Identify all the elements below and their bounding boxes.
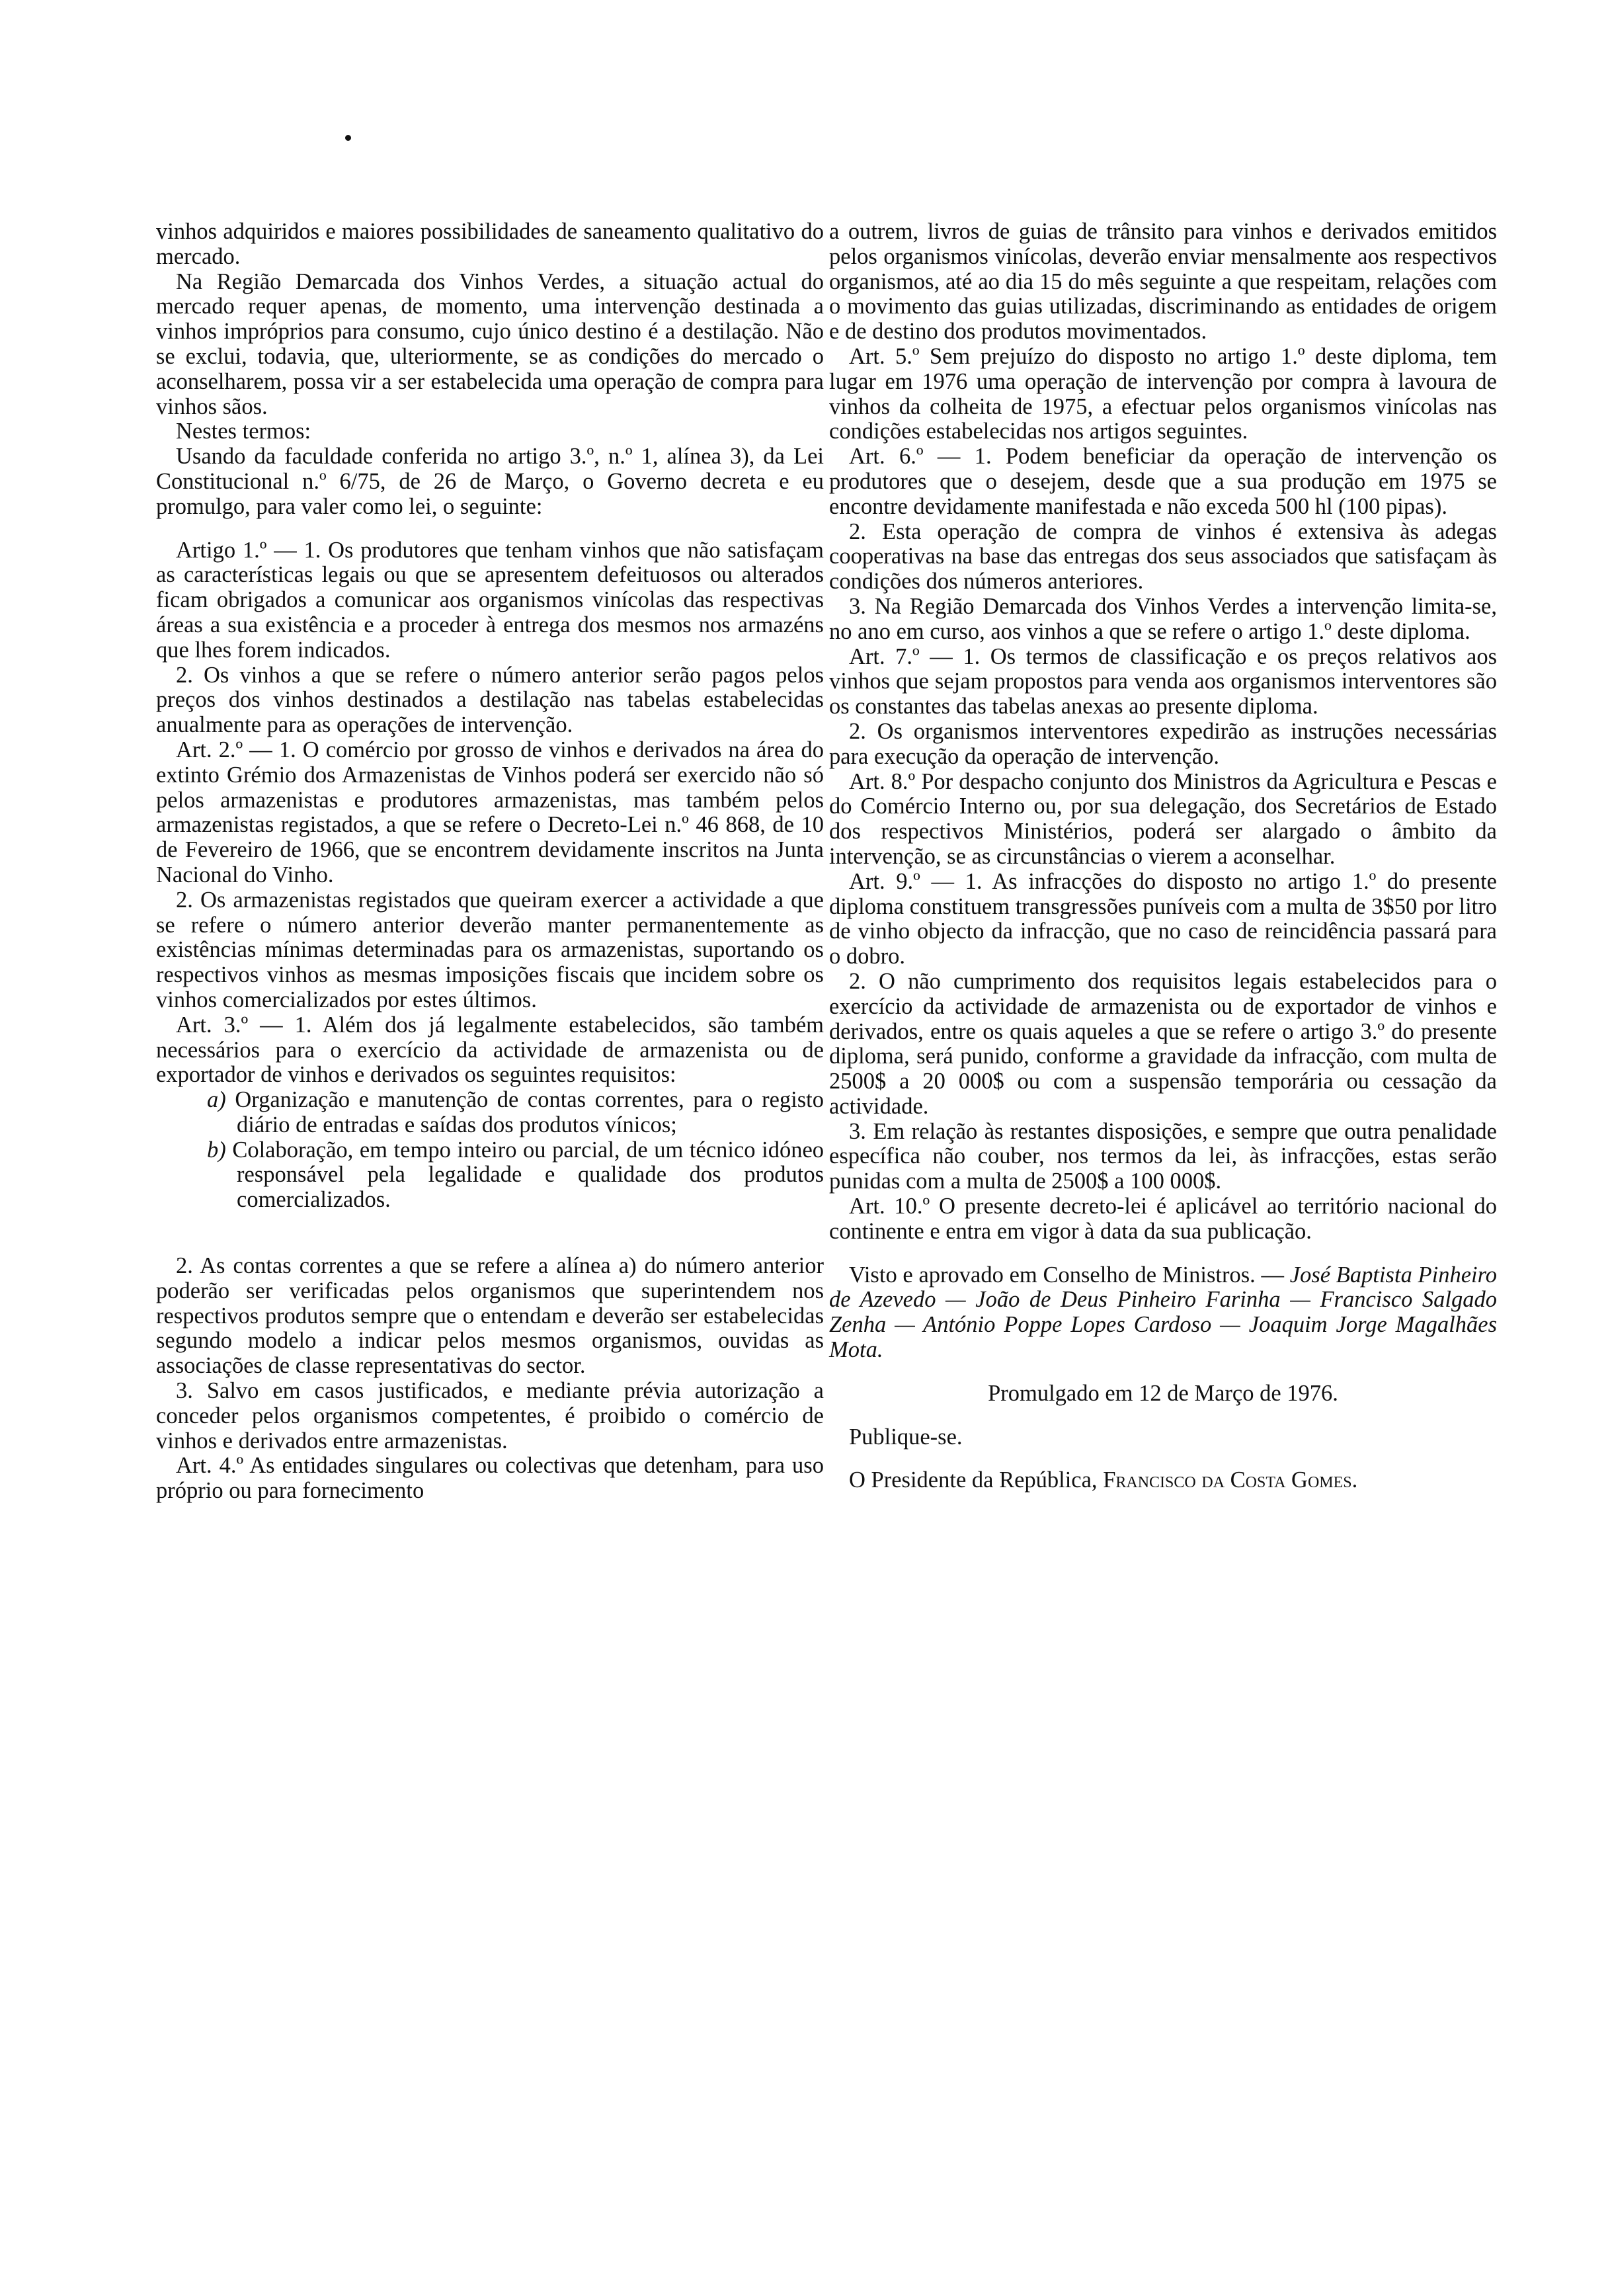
paragraph: 2. As contas correntes a que se refere a alínea a) do número anterior poderão ser verificadas pelos organismos que superintendem nos respectivos produtos sempre que o entendam e deverão ser estabelecidas segundo modelo a indicar pelos mesmos organismos, ouvidas as associações de classe representativas do sector. <box>156 1253 824 1379</box>
article-6: Art. 6.º — 1. Podem beneficiar da operação de intervenção os produtores que o desejem, desde que a sua produção em 1975 se encontre devidamente manifestada e não exceda 500 hl (100 pipas). <box>829 444 1497 519</box>
paragraph: 3. Salvo em casos justificados, e mediante prévia autorização a conceder pelos organismos competentes, é proibido o comércio de vinhos e derivados entre armazenistas. <box>156 1378 824 1454</box>
article-10: Art. 10.º O presente decreto-lei é aplicável ao território nacional do continente e entra em vigor à data da sua publicação. <box>829 1194 1497 1244</box>
alinea-letter: a) <box>207 1087 226 1113</box>
publication-order: Publique-se. <box>849 1424 963 1450</box>
paragraph: 2. Os vinhos a que se refere o número anterior serão pagos pelos preços dos vinhos destinados a destilação nas tabelas estabelecidas anualmente para as operações de intervenção. <box>156 662 824 738</box>
article-7: Art. 7.º — 1. Os termos de classificação e os preços relativos aos vinhos que sejam propostos para venda aos organismos interventores são os constantes das tabelas anexas ao presente diploma. <box>829 643 1497 719</box>
paragraph: Nestes termos: <box>176 419 311 444</box>
president-signature <box>829 1468 1497 1493</box>
approval-block <box>829 1263 1497 1363</box>
president-name: Francisco da Costa Gomes. <box>1103 1467 1358 1493</box>
president-title: O Presidente da República, <box>849 1467 1098 1493</box>
article-2: Art. 2.º — 1. O comércio por grosso de vinhos e derivados na área do extinto Grémio dos Armazenistas de Vinhos poderá ser exercido não só pelos armazenistas e produtores armazenistas, mas também pelos armazenistas registados, a que se refere o Decreto-Lei n.º 46 868, de 10 de Fevereiro de 1966, que se encontrem devidamente inscritos na Junta Nacional do Vinho. <box>156 737 824 887</box>
paragraph: 2. Os organismos interventores expedirão as instruções necessárias para execução da operação de intervenção. <box>829 718 1497 769</box>
alinea-a <box>156 1088 824 1138</box>
paragraph: 3. Na Região Demarcada dos Vinhos Verdes a intervenção limita-se, no ano em curso, aos vinhos a que se refere o artigo 1.º deste diploma. <box>829 593 1497 644</box>
alinea-b <box>156 1138 824 1213</box>
article-8: Art. 8.º Por despacho conjunto dos Ministros da Agricultura e Pescas e do Comércio Interno ou, por sua delegação, dos Secretários de Estado dos respectivos Ministérios, poderá ser alargado o âmbito da intervenção, se as circunstâncias o vierem a aconselhar. <box>829 768 1497 869</box>
paragraph: Usando da faculdade conferida no artigo 3.º, n.º 1, alínea 3), da Lei Constitucional n.º 6/75, de 26 de Março, o Governo decreta e eu promulgo, para valer como lei, o seguinte: <box>156 444 824 519</box>
article-3: Art. 3.º — 1. Além dos já legalmente estabelecidos, são também necessários para o exercício da actividade de armazenista ou de exportador de vinhos e derivados os seguintes requisitos: <box>156 1012 824 1088</box>
signatories: José Baptista Pinheiro de Azevedo — João de Deus Pinheiro Farinha — Francisco Salgado Zenha — António Poppe Lopes Cardoso — Joaquim Jorge Magalhães Mota. <box>829 1262 1498 1363</box>
paragraph: a outrem, livros de guias de trânsito para vinhos e derivados emitidos pelos organismos vinícolas, deverão enviar mensalmente aos respectivos organismos, até ao dia 15 do mês seguinte a que respeitam, relações com o movimento das guias utilizadas, discriminando as entidades de origem e de destino dos produtos movimentados. <box>829 219 1497 345</box>
paragraph: 2. O não cumprimento dos requisitos legais estabelecidos para o exercício da actividade de armazenista ou de exportador de vinhos e derivados, entre os quais aqueles a que se refere o artigo 3.º do presente diploma, será punido, conforme a gravidade da infracção, com multa de 2500$ a 20 000$ ou com a suspensão temporária ou cessação da actividade. <box>829 968 1497 1119</box>
paragraph: Na Região Demarcada dos Vinhos Verdes, a situação actual do mercado requer apenas, de momento, uma intervenção destinada a vinhos impróprios para consumo, cujo único destino é a destilação. Não se exclui, todavia, que, ulteriormente, se as condições do mercado o aconselharem, possa vir a ser estabelecida uma operação de compra para vinhos sãos. <box>156 268 824 419</box>
paragraph: 3. Em relação às restantes disposições, e sempre que outra penalidade específica não couber, nos termos da lei, às infracções, estas serão punidas com a multa de 2500$ a 100 000$. <box>829 1118 1497 1194</box>
paragraph: vinhos adquiridos e maiores possibilidades de saneamento qualitativo do mercado. <box>156 219 824 269</box>
article-9: Art. 9.º — 1. As infracções do disposto no artigo 1.º do presente diploma constituem transgressões puníveis com a multa de 3$50 por litro de vinho objecto da infracção, que no caso de reincidência passará para o dobro. <box>829 868 1497 969</box>
promulgation-date: Promulgado em 12 de Março de 1976. <box>988 1380 1338 1406</box>
left-column <box>156 220 824 1504</box>
alinea-text: Organização e manutenção de contas correntes, para o registo diário de entradas e saídas dos produtos vínicos; <box>235 1087 824 1137</box>
paragraph: 2. Esta operação de compra de vinhos é extensiva às adegas cooperativas na base das entregas dos seus associados que satisfaçam às condições dos números anteriores. <box>829 518 1497 594</box>
article-5: Art. 5.º Sem prejuízo do disposto no artigo 1.º deste diploma, tem lugar em 1976 uma operação de intervenção por compra à lavoura de vinhos da colheita de 1975, a efectuar pelos organismos vinícolas nas condições estabelecidas nos artigos seguintes. <box>829 343 1497 444</box>
alinea-letter: b) <box>207 1137 226 1163</box>
right-column <box>829 220 1497 1493</box>
paragraph: 2. Os armazenistas registados que queiram exercer a actividade a que se refere o número anterior deverão manter permanentemente as existências mínimas determinadas para os armazenistas, suportando os respectivos vinhos as mesmas imposições fiscais que incidem sobre os vinhos comercializados por estes últimos. <box>156 887 824 1012</box>
article-4: Art. 4.º As entidades singulares ou colectivas que detenham, para uso próprio ou para fornecimento <box>156 1453 824 1504</box>
approval-text: Visto e aprovado em Conselho de Ministros. — <box>849 1262 1285 1288</box>
page-mark <box>345 135 351 141</box>
alinea-text: Colaboração, em tempo inteiro ou parcial, de um técnico idóneo responsável pela legalidade e qualidade dos produtos comercializados. <box>232 1137 824 1213</box>
article-1: Artigo 1.º — 1. Os produtores que tenham vinhos que não satisfaçam as características legais ou que se apresentem defeituosos ou alterados ficam obrigados a comunicar aos organismos vinícolas das respectivas áreas a sua existência e a proceder à entrega dos mesmos nos armazéns que lhes forem indicados. <box>156 537 824 663</box>
